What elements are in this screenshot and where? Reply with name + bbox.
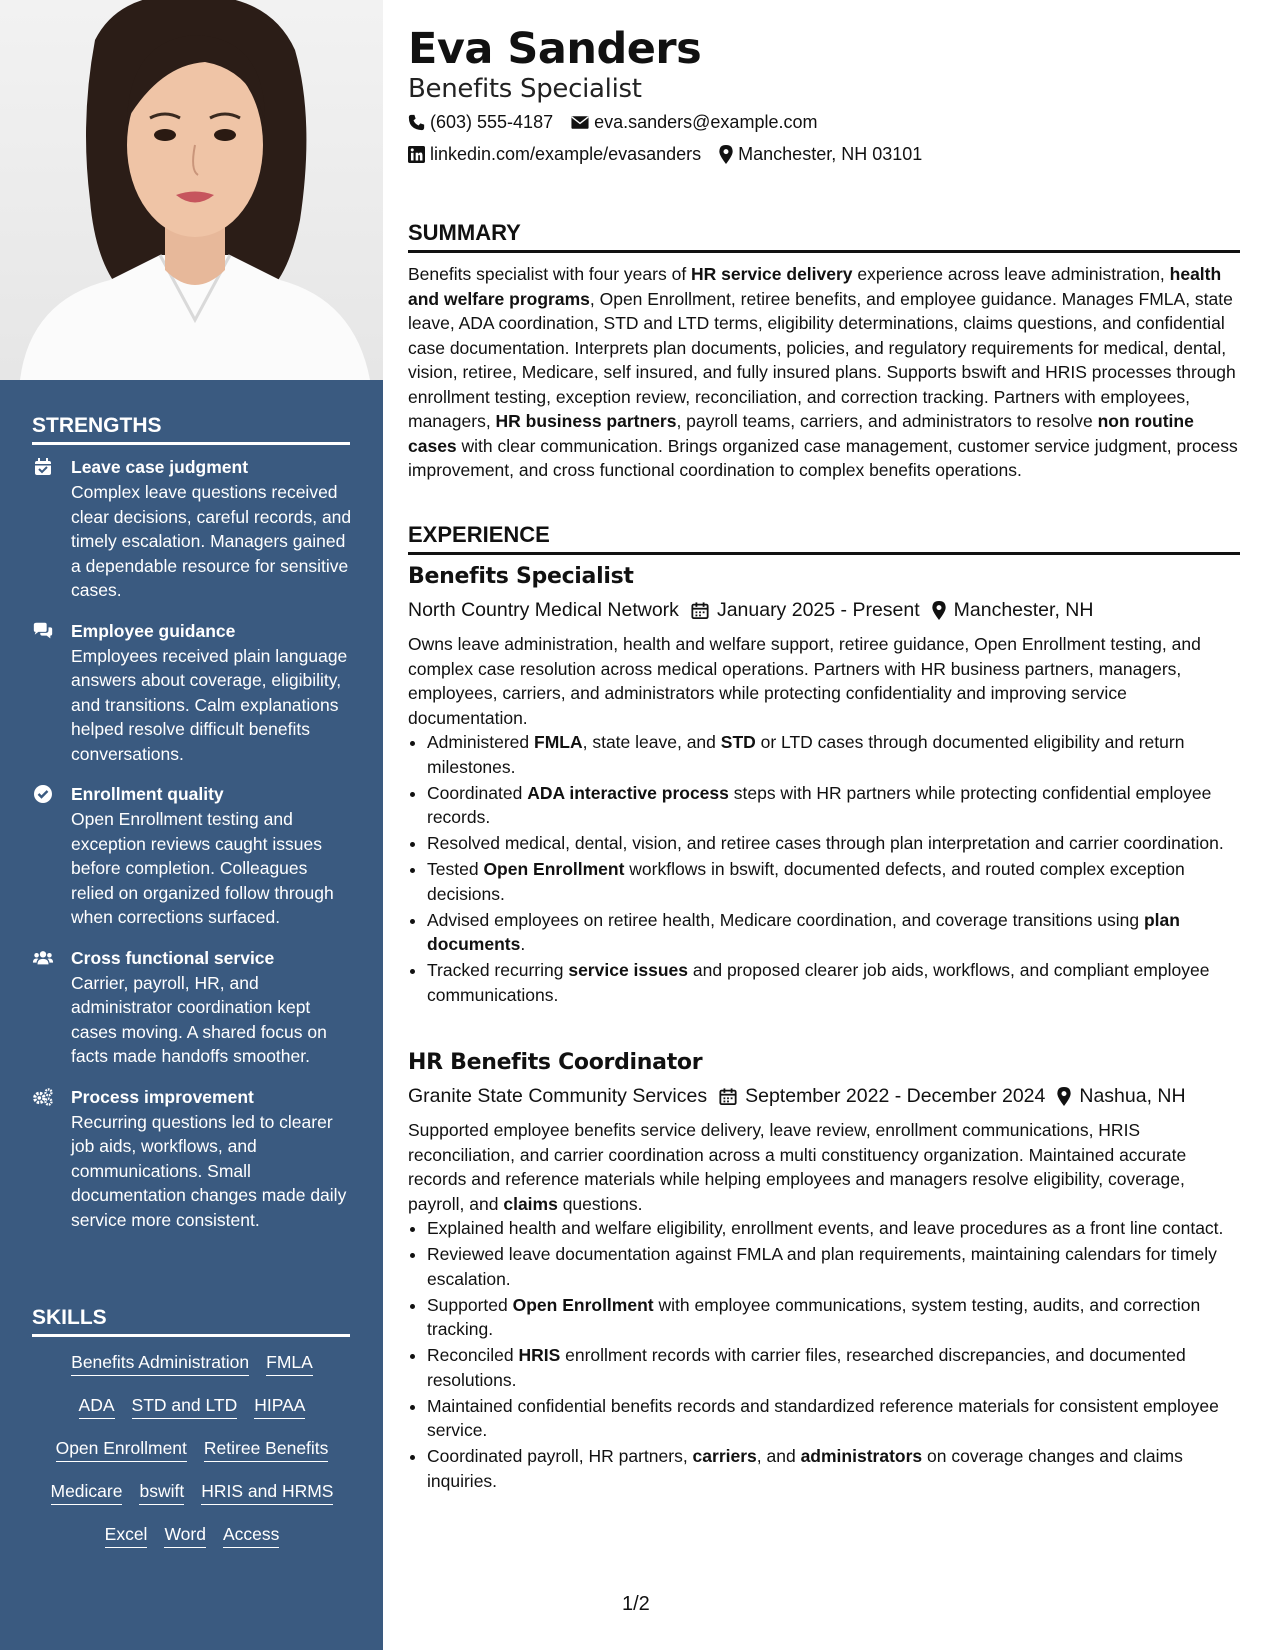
check-circle-icon	[32, 784, 54, 804]
bold-text: Open Enrollment	[512, 1294, 654, 1315]
job-company: North Country Medical Network	[408, 599, 679, 621]
job-title: HR Benefits Coordinator	[408, 1050, 703, 1075]
job-meta	[408, 1080, 1240, 1112]
gears-icon	[32, 1087, 54, 1107]
phone-contact[interactable]	[408, 112, 553, 133]
text-run: with employee communications, system testing, audits, and correction tracking.	[427, 1294, 1201, 1339]
skill-row	[32, 1522, 352, 1548]
text-run: Resolved medical, dental, vision, and retiree cases through plan interpretation and carrier coordination.	[427, 833, 1224, 853]
text-run: Supported	[427, 1294, 513, 1315]
skill-tag: HIPAA	[254, 1393, 305, 1419]
skill-tag: Open Enrollment	[56, 1436, 187, 1462]
text-run: Administered	[427, 732, 534, 752]
phone-text: (603) 555-4187	[430, 112, 554, 132]
text-run: and proposed clearer job aids, workflows, and compliant employee communications.	[427, 960, 1210, 1005]
job-bullets	[408, 1216, 1240, 1493]
text-run: on coverage changes and claims inquiries.	[427, 1446, 1183, 1491]
job-title: Benefits Specialist	[408, 564, 634, 589]
skill-row	[32, 1479, 352, 1505]
bold-text: ADA interactive process	[527, 782, 729, 803]
strengths-list	[32, 455, 352, 1248]
text-run: enrollment records with carrier files, researched discrepancies, and documented resolutions.	[427, 1345, 1186, 1390]
text-run: or LTD cases through documented eligibility and return milestones.	[427, 732, 1185, 777]
bold-text: HR business partners	[495, 411, 677, 431]
text-run: experience across leave administration,	[852, 264, 1170, 284]
text-run: Tracked recurring	[427, 960, 569, 980]
strength-desc: Open Enrollment testing and exception reviews caught issues before completion. Colleagues relied on organized follow through when corrections surfaced.	[71, 809, 334, 927]
users-icon	[32, 948, 54, 968]
text-run: , and	[756, 1446, 801, 1466]
bold-text: health and welfare programs	[408, 264, 1222, 309]
strength-desc: Complex leave questions received clear decisions, careful records, and timely escalation. Managers gained a dependable resource for sensitive cases.	[71, 482, 352, 600]
text-run: Explained health and welfare eligibility, enrollment events, and leave procedures as a front line contact.	[427, 1218, 1224, 1238]
job-entry	[408, 562, 1240, 1009]
text-run: Reconciled	[427, 1345, 519, 1365]
skill-tag: Access	[223, 1522, 279, 1548]
job-meta	[408, 594, 1240, 626]
email-contact[interactable]	[571, 112, 817, 133]
map-pin-icon	[932, 601, 946, 620]
text-run: Coordinated payroll, HR partners,	[427, 1446, 693, 1466]
skills-list	[32, 1350, 352, 1565]
candidate-name: Eva Sanders	[408, 24, 702, 74]
bullet-item	[427, 831, 1240, 856]
job-dates: January 2025 - Present	[716, 599, 920, 621]
bold-text: FMLA	[534, 732, 583, 752]
job-entry	[408, 1048, 1240, 1495]
bullet-item	[427, 1242, 1240, 1291]
bold-text: non routine cases	[408, 411, 1194, 456]
comments-icon	[32, 621, 54, 641]
strength-desc: Recurring questions led to clearer job aids, workflows, and communications. Small documentation changes made daily service more consistent.	[71, 1111, 347, 1230]
contact-row	[408, 112, 835, 133]
linkedin-text: linkedin.com/example/evasanders	[430, 144, 702, 164]
strengths-heading: STRENGTHS	[32, 414, 350, 445]
bold-text: HRIS	[518, 1345, 561, 1365]
map-pin-icon	[719, 145, 733, 164]
text-run: Tested	[427, 859, 484, 879]
skill-tag: STD and LTD	[132, 1393, 238, 1419]
bullet-item	[427, 730, 1240, 779]
bold-text: HR service delivery	[691, 264, 853, 284]
envelope-icon	[571, 115, 589, 130]
text-run: , Open Enrollment, retiree benefits, and employee guidance. Manages FMLA, state leave, ADA coordination, STD and LTD terms, eligibility determinations, claims questions, and confidential case documentation. Interprets plan documents, policies, and regulatory requirements for medical, dental, vision, retiree, Medicare, self insured, and fully insured plans. Supports bswift and HRIS processes through enrollment testing, exception review, reconciliation, and correction tracking. Partners with employees, managers,	[408, 288, 1236, 431]
calendar-check-icon	[32, 457, 54, 477]
bold-text: STD	[720, 732, 756, 752]
text-run: Reviewed leave documentation against FMLA and plan requirements, maintaining calendars for timely escalation.	[427, 1244, 1217, 1289]
calendar-icon	[691, 601, 709, 620]
bullet-item	[427, 1216, 1240, 1241]
skill-row	[32, 1436, 352, 1462]
text-run: , state leave, and	[582, 732, 721, 752]
profile-photo	[0, 0, 383, 380]
job-bullets	[408, 730, 1240, 1007]
text-run: , payroll teams, carriers, and administrators to resolve	[676, 411, 1098, 431]
skill-tag: FMLA	[266, 1350, 313, 1376]
page-number: 1/2	[622, 1593, 650, 1615]
text-run: Advised employees on retiree health, Medicare coordination, and coverage transitions using	[427, 909, 1144, 930]
bold-text: plan documents	[427, 909, 1180, 954]
contact-row	[408, 144, 940, 165]
location-contact	[719, 144, 922, 165]
email-text: eva.sanders@example.com	[594, 112, 818, 132]
bold-text: carriers	[692, 1446, 757, 1466]
bold-text: Open Enrollment	[483, 859, 625, 879]
calendar-icon	[719, 1087, 737, 1106]
job-dates: September 2022 - December 2024	[745, 1085, 1046, 1107]
skill-tag: Retiree Benefits	[204, 1436, 329, 1462]
job-location: Manchester, NH	[953, 599, 1094, 621]
text-run: with clear communication. Brings organized case management, customer service judgment, process improvement, and cross functional coordination to complex benefits operations.	[408, 435, 1238, 480]
strength-desc: Carrier, payroll, HR, and administrator coordination kept cases moving. A shared focus on facts made handoffs smoother.	[71, 972, 327, 1066]
skills-heading: SKILLS	[32, 1306, 350, 1337]
job-description	[408, 1118, 1240, 1216]
strength-title: Process improvement	[71, 1086, 254, 1107]
sidebar	[0, 0, 383, 1650]
text-run: Benefits specialist with four years of	[408, 264, 692, 284]
text-run: questions.	[557, 1193, 643, 1214]
strength-item	[32, 946, 352, 1069]
candidate-headline: Benefits Specialist	[408, 74, 642, 104]
linkedin-contact[interactable]	[408, 144, 701, 165]
strength-item	[32, 455, 352, 603]
text-run: .	[520, 934, 526, 954]
bullet-item	[427, 1343, 1240, 1392]
strength-item	[32, 619, 352, 767]
text-run: Maintained confidential benefits records and standardized reference materials for consistent employee service.	[427, 1395, 1219, 1440]
strength-title: Enrollment quality	[71, 784, 224, 804]
skill-tag: HRIS and HRMS	[201, 1479, 333, 1505]
experience-heading: EXPERIENCE	[408, 522, 1240, 555]
bullet-item	[427, 908, 1240, 957]
strength-title: Employee guidance	[71, 620, 236, 641]
job-location: Nashua, NH	[1079, 1085, 1186, 1107]
skill-row	[32, 1350, 352, 1376]
job-company: Granite State Community Services	[408, 1085, 708, 1107]
skill-tag: Benefits Administration	[71, 1350, 249, 1376]
bold-text: claims	[503, 1193, 558, 1214]
strength-item	[32, 1085, 352, 1233]
strength-desc: Employees received plain language answers about coverage, eligibility, and transitions. Calm explanations helped resolve difficult benefits conversations.	[71, 645, 348, 764]
text-run: steps with HR partners while protecting confidential employee records.	[427, 782, 1212, 827]
bold-text: administrators	[800, 1446, 923, 1466]
bullet-item	[427, 1444, 1240, 1493]
skill-tag: bswift	[139, 1479, 184, 1505]
text-run: Supported employee benefits service delivery, leave review, enrollment communications, HRIS reconciliation, and carrier coordination across a multi constituency organization. Maintained accurate records and reference materials while helping employees and managers resolve eligibility, coverage, payroll, and	[408, 1120, 1187, 1214]
summary-heading: SUMMARY	[408, 220, 1240, 253]
strength-title: Leave case judgment	[71, 457, 249, 477]
bullet-item	[427, 1293, 1240, 1342]
text-run: Coordinated	[427, 782, 528, 803]
text-run: workflows in bswift, documented defects, and routed complex exception decisions.	[427, 859, 1185, 904]
linkedin-icon	[408, 146, 425, 163]
strength-item	[32, 782, 352, 930]
skill-tag: Word	[164, 1522, 206, 1548]
skill-tag: Medicare	[51, 1479, 123, 1505]
strength-title: Cross functional service	[71, 947, 275, 968]
phone-icon	[408, 114, 425, 131]
bullet-item	[427, 857, 1240, 906]
job-description: Owns leave administration, health and welfare support, retiree guidance, Open Enrollment testing, and complex case resolution across medical operations. Partners with HR business partners, managers, employees, carriers, and administrators while protecting confidentiality and improving service documentation.	[408, 634, 1201, 728]
skill-tag: Excel	[105, 1522, 148, 1548]
skill-tag: ADA	[79, 1393, 115, 1419]
bullet-item	[427, 781, 1240, 830]
bold-text: service issues	[568, 960, 689, 980]
summary-text	[408, 262, 1240, 483]
location-text: Manchester, NH 03101	[738, 144, 923, 164]
map-pin-icon	[1057, 1087, 1071, 1106]
skill-row	[32, 1393, 352, 1419]
bullet-item	[427, 1394, 1240, 1443]
bullet-item	[427, 958, 1240, 1007]
